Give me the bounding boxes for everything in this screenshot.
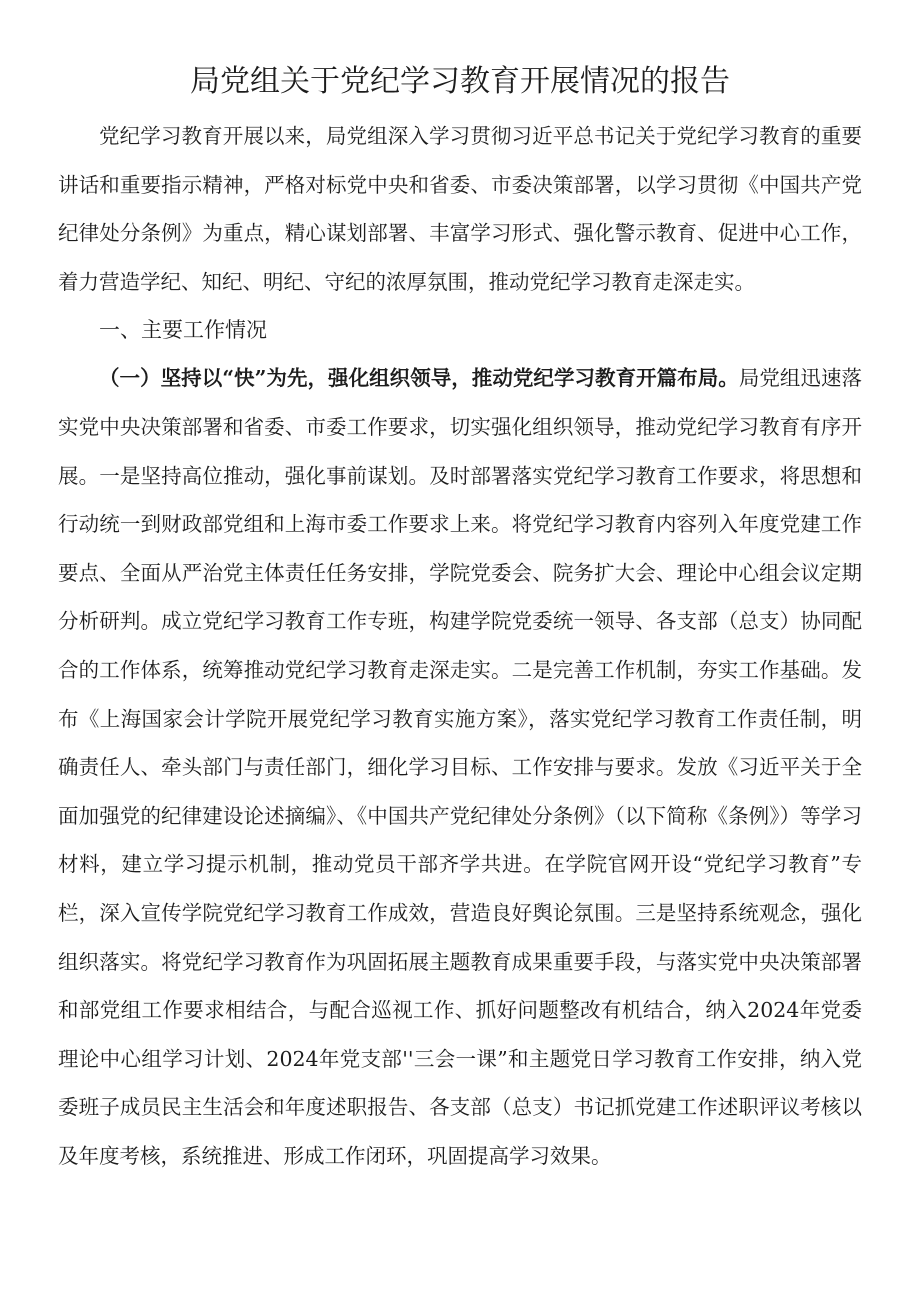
section-heading-main-work: 一、主要工作情况 bbox=[99, 318, 267, 343]
subsection-1-paragraph bbox=[58, 354, 862, 1180]
intro-paragraph: 党纪学习教育开展以来，局党组深入学习贯彻习近平总书记关于党纪学习教育的重要讲话和重要指示精神，严格对标党中央和省委、市委决策部署，以学习贯彻《中国共产党纪律处分条例》为重点，精心谋划部署、丰富学习形式、强化警示教育、促进中心工作，着力营造学纪、知纪、明纪、守纪的浓厚氛围，推动党纪学习教育走深走实。 bbox=[58, 124, 862, 294]
subsection-1-lead: （一）坚持以“快”为先，强化组织领导，推动党纪学习教育开篇布局。 bbox=[99, 366, 739, 391]
document-title: 局党组关于党纪学习教育开展情况的报告 bbox=[190, 64, 730, 99]
subsection-1-body: 局党组迅速落实党中央决策部署和省委、市委工作要求，切实强化组织领导，推动党纪学习教育有序开展。一是坚持高位推动，强化事前谋划。及时部署落实党纪学习教育工作要求，将思想和行动统一到财政部党组和上海市委工作要求上来。将党纪学习教育内容列入年度党建工作要点、全面从严治党主体责任任务安排，学院党委会、院务扩大会、理论中心组会议定期分析研判。成立党纪学习教育工作专班，构建学院党委统一领导、各支部（总支）协同配合的工作体系，统筹推动党纪学习教育走深走实。二是完善工作机制，夯实工作基础。发布《上海国家会计学院开展党纪学习教育实施方案》，落实党纪学习教育工作责任制，明确责任人、牵头部门与责任部门，细化学习目标、工作安排与要求。发放《习近平关于全面加强党的纪律建设论述摘编》、《中国共产党纪律处分条例》（以下简称《条例》）等学习材料，建立学习提示机制，推动党员干部齐学共进。在学院官网开设“党纪学习教育”专栏，深入宣传学院党纪学习教育工作成效，营造良好舆论氛围。三是坚持系统观念，强化组织落实。将党纪学习教育作为巩固拓展主题教育成果重要手段，与落实党中央决策部署和部党组工作要求相结合，与配合巡视工作、抓好问题整改有机结合，纳入2024年党委理论中心组学习计划、2024年党支部''三会一课”和主题党日学习教育工作安排，纳入党委班子成员民主生活会和年度述职报告、各支部（总支）书记抓党建工作述职评议考核以及年度考核，系统推进、形成工作闭环，巩固提高学习效果。 bbox=[58, 366, 863, 1168]
